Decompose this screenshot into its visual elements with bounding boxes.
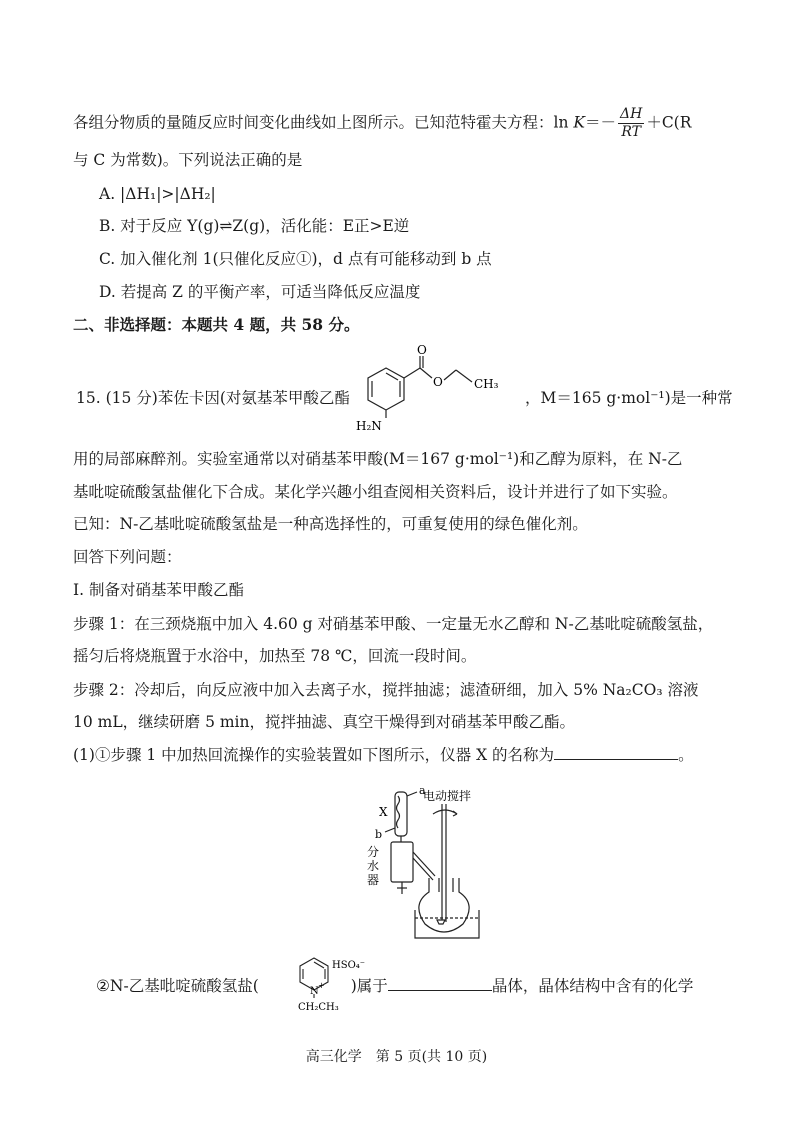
step2-line1: 步骤 2：冷却后，向反应液中加入去离子水，搅拌抽滤；滤渣研细，加入 5% Na₂CO₃ 溶液: [73, 681, 699, 699]
answer-blank-2[interactable]: [388, 976, 492, 991]
q14-intro-line2: 与 C 为常数)。下列说法正确的是: [73, 151, 303, 169]
q15-head: 15. (15 分)苯佐卡因(对氨基苯甲酸乙酯: [76, 389, 350, 407]
step1-line1: 步骤 1：在三颈烧瓶中加入 4.60 g 对硝基苯甲酸、一定量无水乙醇和 N-乙基吡啶硫酸氢盐，: [73, 615, 714, 633]
q14-option-d: D. 若提高 Z 的平衡产率，可适当降低反应温度: [99, 283, 421, 301]
q15-head-tail: ，M＝165 g·mol⁻¹)是一种常: [525, 389, 733, 407]
pyridinium-structure: [288, 952, 378, 1014]
question1-end: 。: [678, 746, 694, 764]
ch3-label: CH₃: [474, 377, 499, 391]
carbonyl-o-label: O: [417, 344, 427, 357]
equals-minus: ＝－: [584, 113, 616, 132]
question2-text: ②N-乙基吡啶硫酸氢盐(: [96, 977, 259, 995]
q15-known: 已知：N-乙基吡啶硫酸氢盐是一种高选择性的，可重复使用的绿色催化剂。: [73, 515, 588, 533]
hso4-label: HSO₄⁻: [332, 960, 366, 971]
q15-line2: 用的局部麻醉剂。实验室通常以对硝基苯甲酸(M＝167 g·mol⁻¹)和乙醇为原料，在 N-乙: [73, 450, 683, 468]
q15-line3: 基吡啶硫酸氢盐催化下合成。某化学兴趣小组查阅相关资料后，设计并进行了如下实验。: [73, 483, 678, 501]
step2-line2: 10 mL，继续研磨 5 min，搅拌抽滤、真空干燥得到对硝基苯甲酸乙酯。: [73, 713, 575, 731]
benzocaine-structure: [348, 344, 520, 436]
q15-question1: [73, 745, 694, 765]
label-separator-3: 器: [367, 873, 380, 887]
q15-answer-prompt: 回答下列问题：: [73, 548, 182, 566]
question2-mid: )属于: [350, 977, 388, 995]
q14-option-c: C. 加入催化剂 1(只催化反应①)，d 点有可能移动到 b 点: [99, 250, 492, 268]
question1-text: (1)①步骤 1 中加热回流操作的实验装置如下图所示，仪器 X 的名称为: [73, 746, 555, 764]
h2n-label: H₂N: [356, 419, 382, 433]
q15-question2: [96, 976, 693, 996]
label-separator-2: 水: [367, 859, 380, 873]
label-b: b: [375, 828, 383, 841]
fraction-denominator: RT: [621, 124, 641, 140]
q14-option-b: B. 对于反应 Y(g)⇌Z(g)，活化能：E正>E逆: [99, 217, 410, 235]
n-label: N: [310, 986, 319, 997]
section2-title: 二、非选择题：本题共 4 题，共 58 分。: [73, 315, 360, 334]
page-footer: 高三化学 第 5 页(共 10 页): [305, 1049, 488, 1065]
part1-title: Ⅰ. 制备对硝基苯甲酸乙酯: [73, 581, 244, 599]
ester-o-label: O: [433, 375, 443, 389]
answer-blank-1[interactable]: [554, 745, 678, 760]
var-k: K: [573, 113, 585, 132]
q14-intro-line1: [73, 106, 691, 141]
fraction-dh-rt: [618, 106, 644, 141]
step1-line2: 摇匀后将烧瓶置于水浴中，加热至 78 ℃，回流一段时间。: [73, 647, 477, 665]
plus-charge: +: [318, 981, 325, 990]
label-x: X: [379, 805, 388, 819]
label-separator-1: 分: [367, 845, 380, 859]
reflux-apparatus-figure: [345, 782, 485, 942]
question2-tail: 晶体，晶体结构中含有的化学: [491, 977, 694, 995]
label-electric-stirring: 电动搅拌: [423, 789, 472, 803]
q14-option-a: A. |ΔH₁|>|ΔH₂|: [99, 185, 216, 203]
q14-intro-text: 各组分物质的量随反应时间变化曲线如上图所示。已知范特霍夫方程：ln: [73, 113, 574, 132]
fraction-numerator: ΔH: [619, 106, 643, 122]
ethyl-label: CH₂CH₃: [298, 1002, 339, 1013]
q14-intro-tail: ＋C(R: [646, 113, 692, 132]
label-a: a: [419, 784, 426, 797]
